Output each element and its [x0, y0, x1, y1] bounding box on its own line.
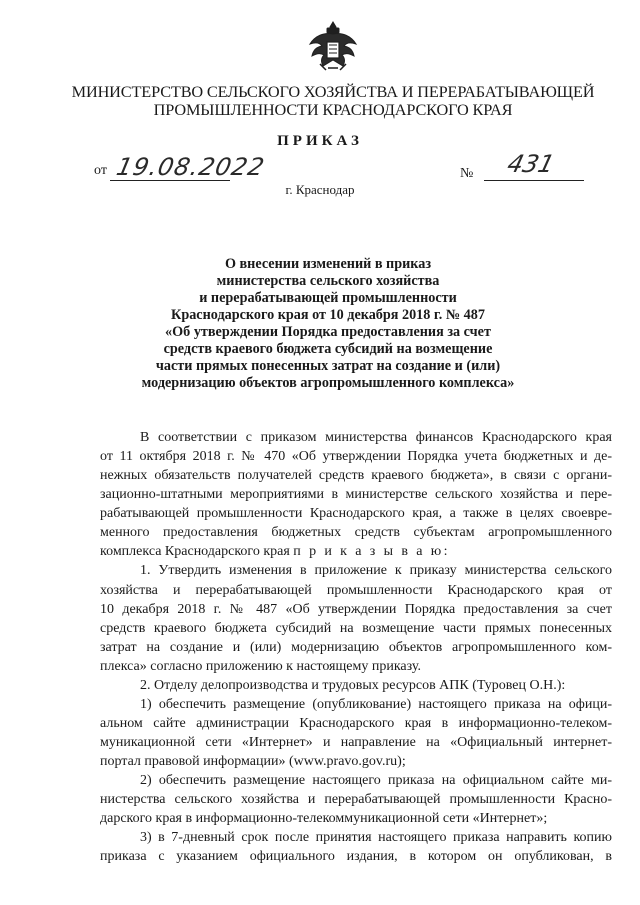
body-line: менного предоставления бюджетных средств субъектам агропромышленного	[100, 525, 612, 541]
body-line: хозяйства и перерабатывающей промышленности Краснодарского края от	[100, 582, 612, 598]
body-line: дарского края в информационно-телекоммуникационной сети «Интернет»;	[100, 811, 548, 827]
body-line: 3) в 7-дневный срок после принятия настоящего приказа направить копию	[140, 830, 612, 846]
body-line: 2. Отделу делопроизводства и трудовых ресурсов АПК (Туровец О.Н.):	[140, 677, 566, 693]
body-line: затрат на создание и (или) модернизацию объектов агропромышленного ком-	[100, 639, 612, 655]
title-line: части прямых понесенных затрат на создание и (или)	[155, 358, 501, 374]
number-prefix: №	[460, 166, 474, 181]
body-line: плекса» согласно приложению к настоящему приказу.	[100, 658, 421, 674]
order-number: 431	[504, 150, 558, 178]
date-prefix: от	[94, 163, 107, 178]
body-line: средств краевого бюджета субсидий на возмещение части прямых понесенных	[100, 620, 612, 636]
number-underline	[484, 180, 584, 181]
document-body	[100, 428, 612, 866]
body-line: нистерства сельского хозяйства и перерабатывающей промышленности Красно-	[100, 792, 612, 808]
body-line: 1. Утвердить изменения в приложение к приказу министерства сельского	[140, 563, 612, 579]
body-line: 2) обеспечить размещение настоящего приказа на официальном сайте ми-	[140, 773, 612, 789]
title-line: министерства сельского хозяйства	[216, 273, 440, 289]
body-line: В соответствии с приказом министерства финансов Краснодарского края	[140, 430, 612, 445]
body-line: 1) обеспечить размещение (опубликование) настоящего приказа на офици-	[140, 696, 612, 712]
body-line: нежных обязательств получателей средств краевого бюджета», в связи с органи-	[100, 468, 612, 484]
document-type: ПРИКАЗ	[277, 133, 363, 149]
body-line: приказа с указанием официального издания, в котором он опубликован, в	[100, 849, 612, 865]
body-line-text: комплекса Краснодарского края	[100, 544, 290, 560]
title-line: средств краевого бюджета субсидий на возмещение	[163, 341, 493, 357]
body-line: муникационной сети «Интернет» и направление на «Официальный интернет-	[100, 735, 612, 750]
order-date: 19.08.2022	[114, 153, 268, 181]
title-line: О внесении изменений в приказ	[224, 256, 432, 272]
body-line: портал правовой информации» (www.pravo.gov.ru);	[100, 754, 406, 770]
ministry-name-line-1: МИНИСТЕРСТВО СЕЛЬСКОГО ХОЗЯЙСТВА И ПЕРЕРАБАТЫВАЮЩЕЙ	[71, 82, 595, 101]
title-line: «Об утверждении Порядка предоставления за счет	[165, 324, 491, 340]
title-line: и перерабатывающей промышленности	[199, 290, 457, 306]
ministry-name-line-2: ПРОМЫШЛЕННОСТИ КРАСНОДАРСКОГО КРАЯ	[153, 100, 513, 119]
document-title	[140, 256, 516, 392]
body-line: от 11 октября 2018 г. № 470 «Об утверждении Порядка учета бюджетных и де-	[100, 449, 612, 465]
body-line: 10 декабря 2018 г. № 487 «Об утверждении Порядка предоставления за счет	[100, 601, 612, 617]
title-line: модернизацию объектов агропромышленного комплекса»	[141, 375, 515, 391]
body-line	[100, 542, 612, 561]
body-line: рабатывающей промышленности Краснодарского края, а также в целях своевре-	[100, 506, 612, 522]
body-line: альном сайте администрации Краснодарского края в информационно-телеком-	[100, 715, 612, 731]
title-line: Краснодарского края от 10 декабря 2018 г. № 487	[171, 307, 485, 323]
coat-of-arms-icon	[306, 20, 360, 74]
city: г. Краснодар	[285, 182, 355, 197]
body-line: зационно-штатными мероприятиями в министерстве сельского хозяйства и пере-	[100, 487, 612, 503]
decree-word: п р и к а з ы в а ю:	[293, 544, 450, 560]
